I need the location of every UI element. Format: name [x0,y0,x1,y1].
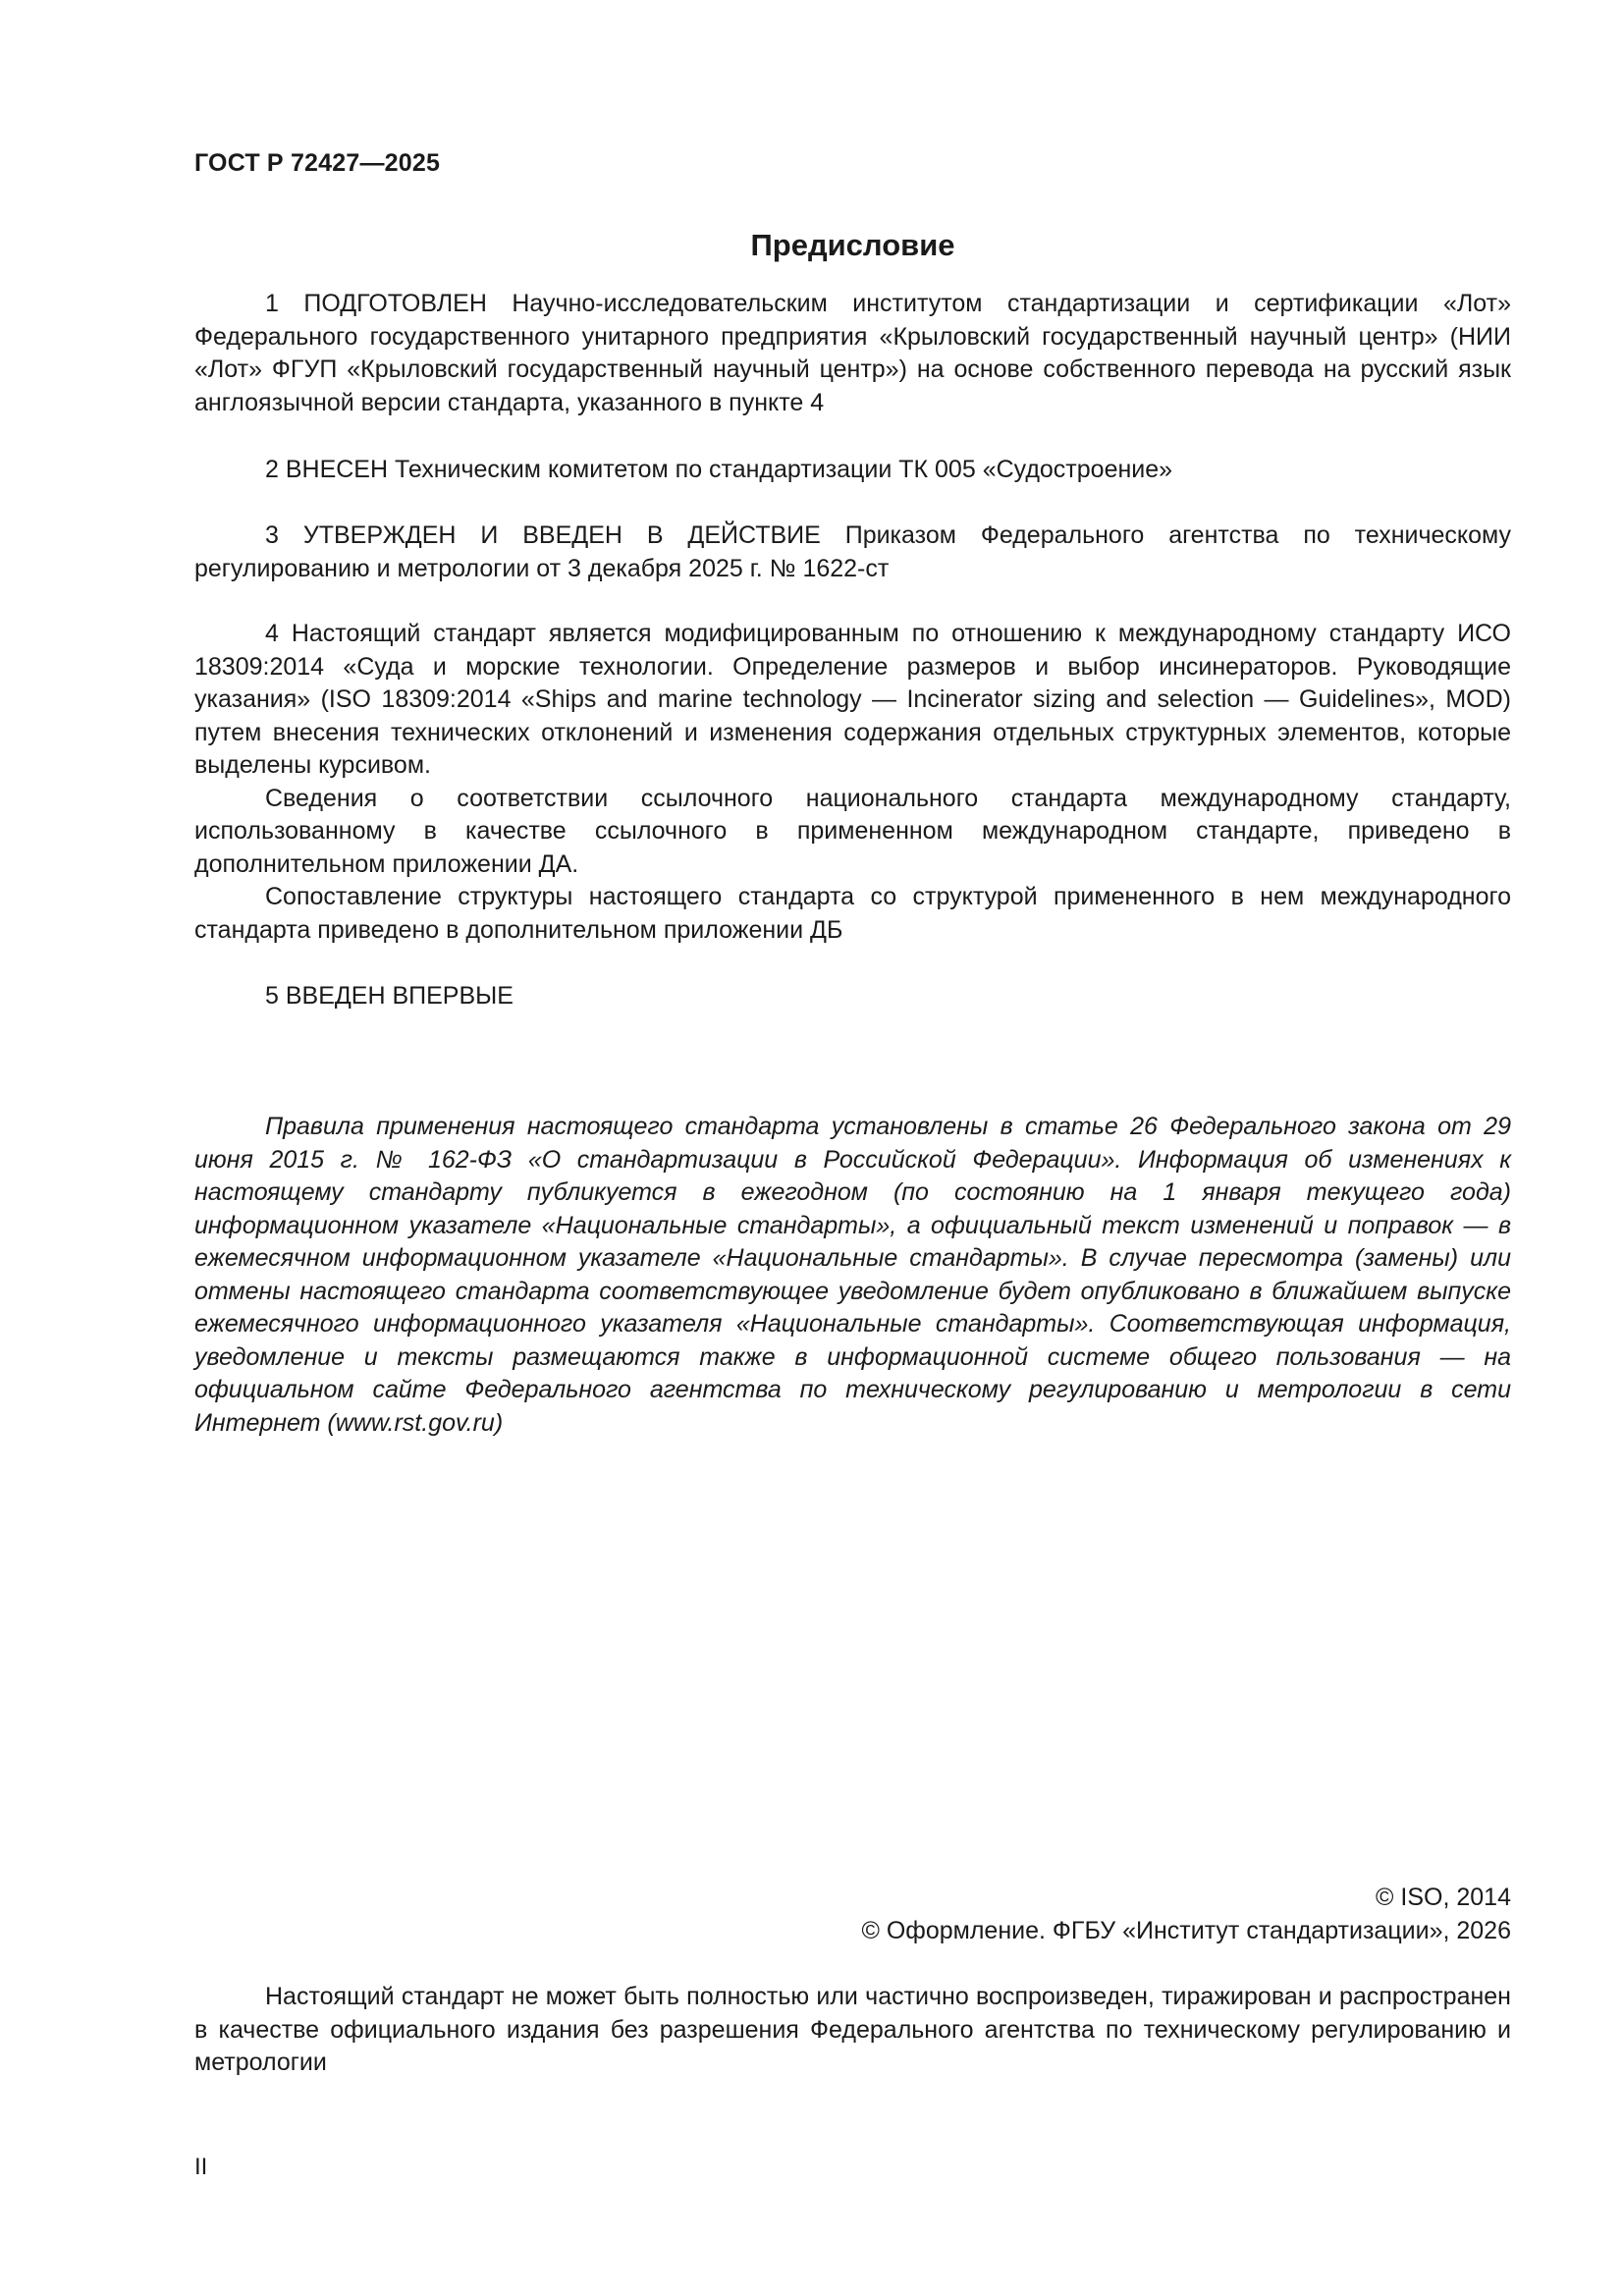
item-2-text: 2 ВНЕСЕН Техническим комитетом по стандартизации ТК 005 «Судостроение» [265,456,1173,483]
item-5 [194,980,1511,1013]
rules-note [194,1111,1511,1440]
item-4 [194,618,1511,947]
copyright-iso: © ISO, 2014 [1376,1884,1511,1911]
item-3 [194,519,1511,585]
copyright-design: © Оформление. ФГБУ «Институт стандартизации», 2026 [861,1916,1511,1944]
page-number: II [194,2154,208,2180]
standard-code: ГОСТ Р 72427—2025 [194,149,441,177]
copyright-block [194,1882,1511,1947]
item-4-structure-text: Сопоставление структуры настоящего стандарта со структурой примененного в нем международного стандарта приведено в дополнительном приложении ДБ [194,883,1511,944]
item-4-references-text: Сведения о соответствии ссылочного национального стандарта международному стандарту, использованному в качестве ссылочного в примененном международном стандарте, приведено в дополнительном приложении ДА. [194,784,1511,878]
reproduction-note [194,1981,1511,2080]
reproduction-note-text: Настоящий стандарт не может быть полностью или частично воспроизведен, тиражирован и распространен в качестве официального издания без разрешения Федерального агентства по техническому регулированию и метрологии [194,1983,1511,2076]
item-3-text: 3 УТВЕРЖДЕН И ВВЕДЕН В ДЕЙСТВИЕ Приказом Федерального агентства по техническому регулированию и метрологии от 3 декабря 2025 г. № 1622-ст [194,521,1511,582]
item-5-text: 5 ВВЕДЕН ВПЕРВЫЕ [265,982,514,1010]
item-1-text: 1 ПОДГОТОВЛЕН Научно-исследовательским институтом стандартизации и сертификации «Лот» Федерального государственного унитарного предприятия «Крыловский государственный научный центр» (НИИ «Лот» ФГУП «Крыловский государственный научный центр») на основе собственного перевода на русский язык англоязычной версии стандарта, указанного в пункте 4 [194,290,1511,416]
item-4-text: 4 Настоящий стандарт является модифицированным по отношению к международному стандарту ИСО 18309:2014 «Суда и морские технологии. Определение размеров и выбор инсинераторов. Руководящие указания» (ISO 18309:2014 «Ships and marine technology — Incinerator sizing and selection — Guidelines», MOD) путем внесения технических отклонений и изменения содержания отдельных структурных элементов, которые выделены курсивом. [194,620,1511,779]
item-2 [194,454,1511,487]
rules-note-text: Правила применения настоящего стандарта установлены в статье 26 Федерального закона от 29 июня 2015 г. № 162-ФЗ «О стандартизации в Российской Федерации». Информация об изменениях к настоящему стандарту публикуется в ежегодном (по состоянию на 1 января текущего года) информационном указателе «Национальные стандарты», а официальный текст изменений и поправок — в ежемесячном информационном указателе «Национальные стандарты». В случае пересмотра (замены) или отмены настоящего стандарта соответствующее уведомление будет опубликовано в ближайшем выпуске ежемесячного информационного указателя «Национальные стандарты». Соответствующая информация, уведомление и тексты размещаются также в информационной системе общего пользования — на официальном сайте Федерального агентства по техническому регулированию и метрологии в сети Интернет (www.rst.gov.ru) [194,1113,1511,1437]
page-title: Предисловие [750,228,955,262]
item-1 [194,288,1511,419]
